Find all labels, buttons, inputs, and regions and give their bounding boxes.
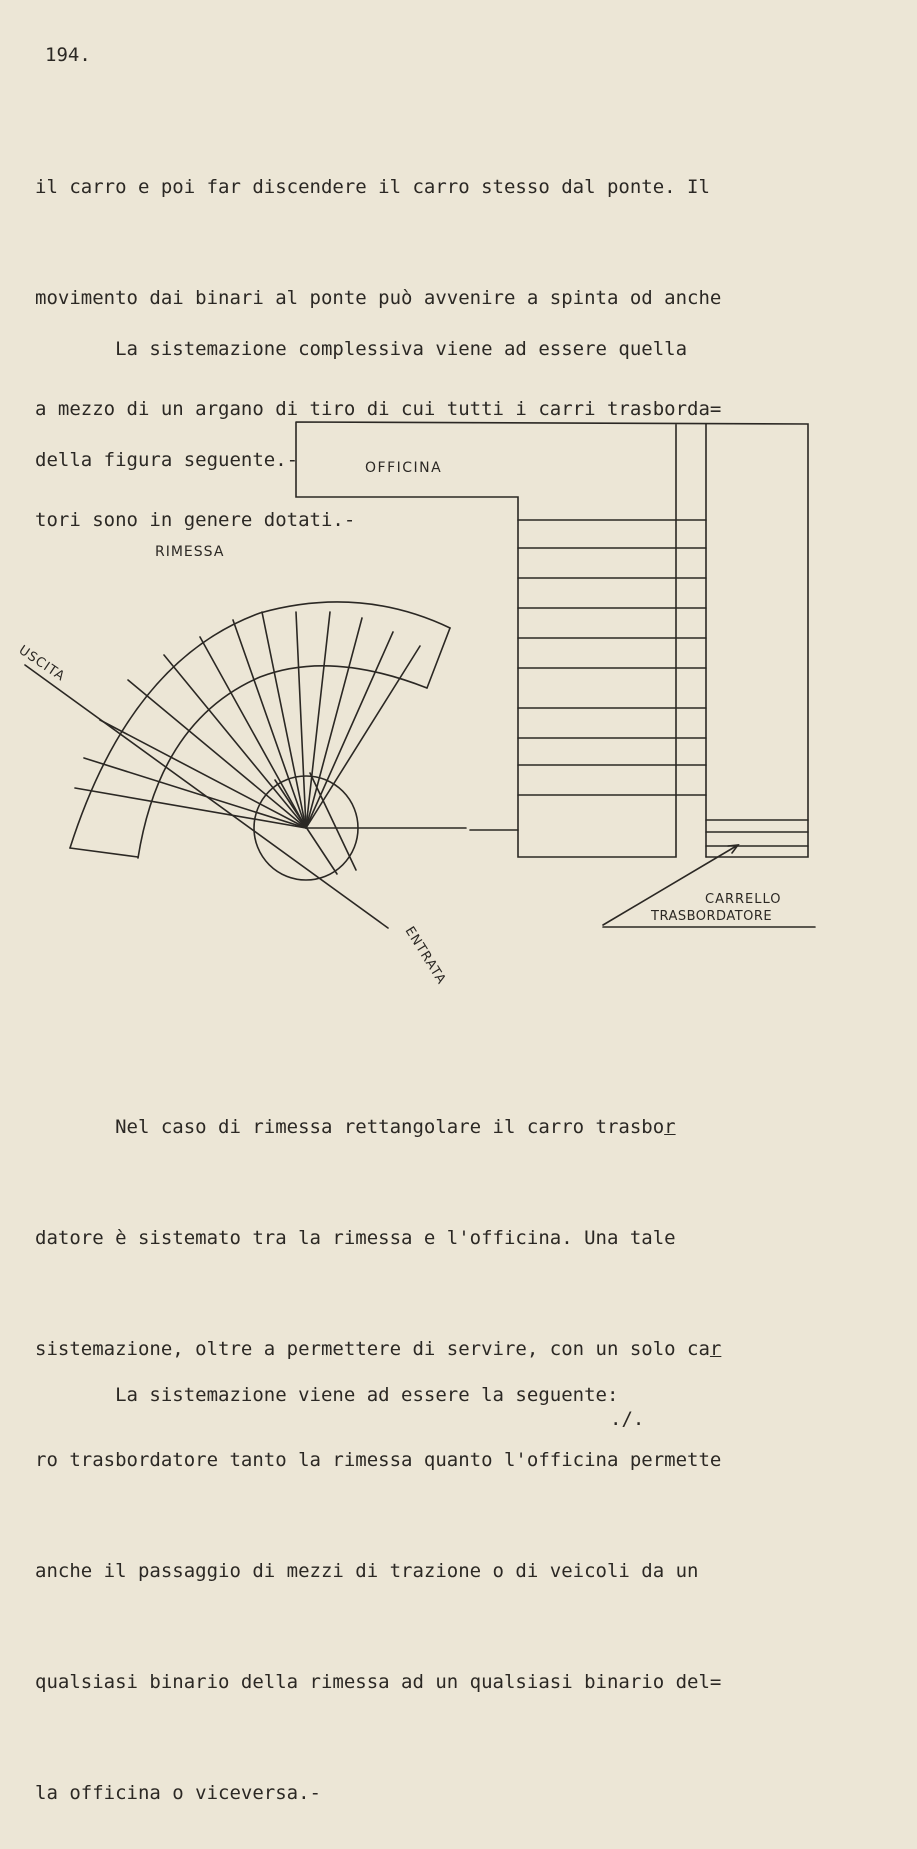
exit-entry-track	[25, 665, 388, 928]
text-line: La sistemazione complessiva viene ad essere quella	[35, 338, 688, 360]
rimessa-outer-arc	[70, 602, 450, 848]
page-number: 194.	[45, 44, 91, 66]
carrello-label: CARRELLO	[705, 892, 782, 907]
turntable-bridge	[310, 773, 356, 870]
officina-label: OFFICINA	[365, 460, 443, 476]
rimessa-label: RIMESSA	[155, 544, 225, 560]
text-segment: sistemazione, oltre a permettere di servire, con un solo ca	[35, 1338, 710, 1360]
text-line: qualsiasi binario della rimessa ad un qualsiasi binario del=	[35, 1671, 722, 1693]
text-line: datore è sistemato tra la rimessa e l'officina. Una tale	[35, 1227, 676, 1249]
text-line: movimento dai binari al ponte può avvenire a spinta od anche	[35, 287, 722, 309]
text-segment: Nel caso di rimessa rettangolare il carro trasbo	[35, 1116, 665, 1138]
rimessa-end-wall	[70, 848, 138, 857]
continuation-mark: ./.	[610, 1408, 645, 1430]
text-line: la officina o viceversa.-	[35, 1782, 321, 1804]
underlined-char: r	[709, 1338, 722, 1360]
text-line: La sistemazione viene ad essere la seguente:	[35, 1384, 619, 1406]
text-line: a mezzo di un argano di tiro di cui tutti i carri trasborda=	[35, 398, 722, 420]
text-line: tori sono in genere dotati.-	[35, 509, 356, 531]
radial-tracks	[75, 612, 420, 828]
officina-outline	[296, 422, 808, 857]
transfer-carriage	[706, 820, 808, 846]
entrata-label: ENTRATA	[401, 924, 449, 988]
paragraph-4	[35, 1303, 835, 1451]
trasbordatore-label: TRASBORDATORE	[651, 909, 773, 924]
text-line: il carro e poi far discendere il carro stesso dal ponte. Il	[35, 176, 710, 198]
text-line: anche il passaggio di mezzi di trazione o di veicoli da un	[35, 1560, 699, 1582]
underlined-char: r	[664, 1116, 676, 1138]
text-line: ro trasbordatore tanto la rimessa quanto l'officina permette	[35, 1449, 722, 1471]
officina-tracks	[518, 520, 706, 795]
uscita-label: USCITA	[15, 642, 68, 685]
text-line: della figura seguente.-	[35, 449, 299, 471]
text-line	[35, 1109, 835, 1146]
